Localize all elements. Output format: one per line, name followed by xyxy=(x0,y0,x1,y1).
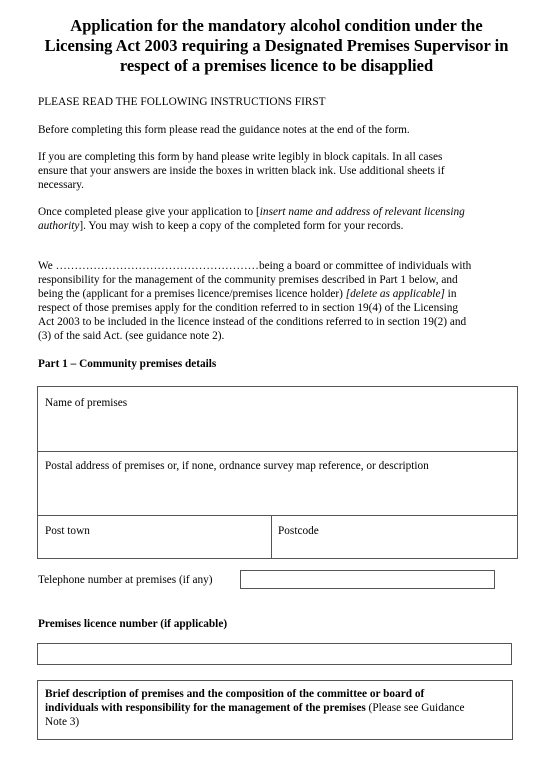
para-2-line-2: ensure that your answers are inside the boxes in written black ink. Use additional sheets if xyxy=(38,165,445,177)
row-divider-1 xyxy=(38,451,517,452)
instructions-para-1: Before completing this form please read the guidance notes at the end of the form. xyxy=(38,124,410,136)
declaration-line-5: Act 2003 to be included in the licence instead of the conditions referred to in section 19(2) and xyxy=(38,316,467,328)
telephone-input[interactable] xyxy=(240,570,495,589)
premises-details-table xyxy=(37,386,518,559)
brief-description-box[interactable] xyxy=(37,680,513,740)
brief-description-bold-2: individuals with responsibility for the management of the premises xyxy=(45,702,366,714)
para-2-line-1: If you are completing this form by hand please write legibly in block capitals. In all cases xyxy=(38,151,443,163)
para-3-line-1 xyxy=(38,205,522,219)
postal-address-field[interactable]: Postal address of premises or, if none, ordnance survey map reference, or description xyxy=(45,460,429,472)
licence-number-input[interactable] xyxy=(37,643,512,665)
brief-description-line-3: Note 3) xyxy=(45,716,80,728)
brief-description-line-2 xyxy=(45,701,465,715)
declaration-text-3b: in xyxy=(444,288,457,300)
declaration-line-6: (3) of the said Act. (see guidance note 2). xyxy=(38,330,225,342)
para-3-text-2: ]. You may wish to keep a copy of the completed form for your records. xyxy=(79,220,404,232)
declaration-line-1: We ………………………………………………being a board or committee of individuals with xyxy=(38,260,472,272)
part-1-heading: Part 1 – Community premises details xyxy=(38,358,217,370)
para-3-italic-2: authority xyxy=(38,220,80,232)
declaration-line-4: respect of those premises apply for the condition referred to in section 19(4) of the Licensing xyxy=(38,302,459,314)
name-of-premises-field[interactable]: Name of premises xyxy=(45,397,128,409)
para-3-text: Once completed please give your application to [ xyxy=(38,206,260,218)
para-3-line-2 xyxy=(38,219,522,233)
title-line-1: Application for the mandatory alcohol condition under the xyxy=(70,16,483,35)
declaration-line-3 xyxy=(38,287,522,301)
title-line-3: respect of a premises licence to be disapplied xyxy=(119,56,434,75)
para-2-line-3: necessary. xyxy=(38,179,84,191)
column-divider xyxy=(271,515,272,558)
postcode-field[interactable]: Postcode xyxy=(278,525,319,537)
licence-number-heading: Premises licence number (if applicable) xyxy=(38,618,228,630)
post-town-field[interactable]: Post town xyxy=(45,525,90,537)
form-title xyxy=(30,16,523,76)
declaration-line-2: responsibility for the management of the community premises described in Part 1 below, and xyxy=(38,274,458,286)
brief-description-line-1: Brief description of premises and the composition of the committee or board of xyxy=(45,688,425,700)
declaration-text-3a: being the (applicant for a premises licence/premises licence holder) xyxy=(38,288,346,300)
title-line-2: Licensing Act 2003 requiring a Designated Premises Supervisor in xyxy=(44,36,509,55)
brief-description-note: (Please see Guidance xyxy=(365,702,465,714)
para-3-italic: insert name and address of relevant licensing xyxy=(259,206,465,218)
instructions-heading: PLEASE READ THE FOLLOWING INSTRUCTIONS FIRST xyxy=(38,96,326,108)
telephone-label: Telephone number at premises (if any) xyxy=(38,574,213,586)
row-divider-2 xyxy=(38,515,517,516)
declaration-italic: [delete as applicable] xyxy=(345,288,445,300)
